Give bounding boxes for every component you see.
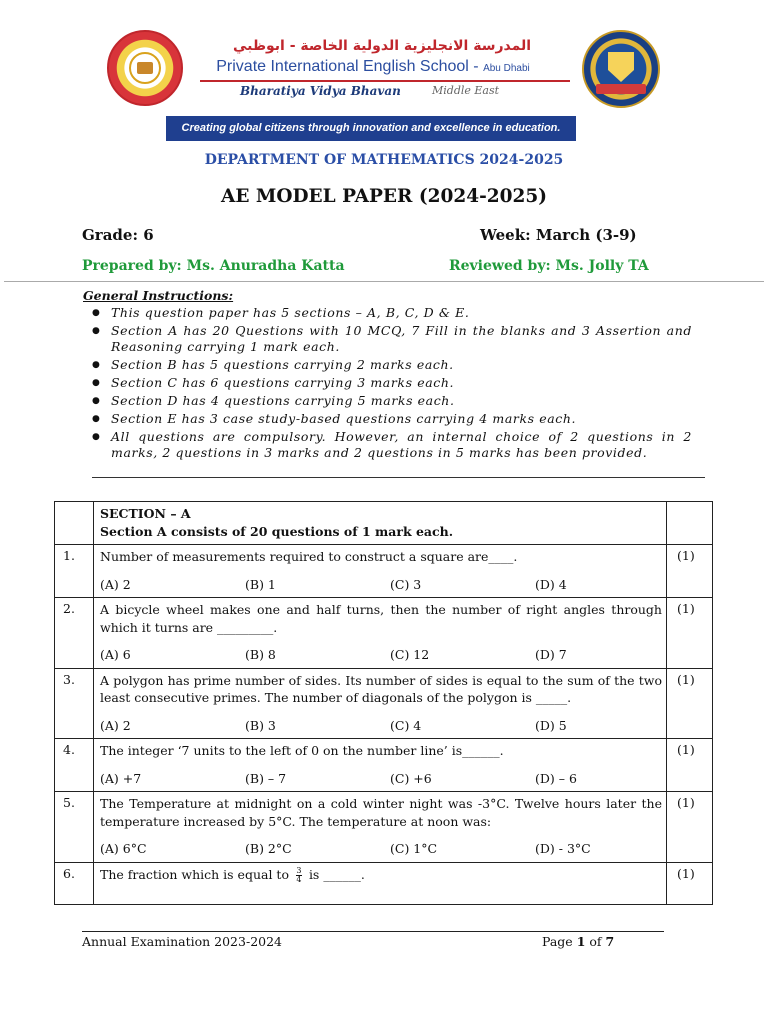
question-number: 1. — [55, 545, 94, 598]
bvb-signature: Middle East — [432, 84, 500, 97]
option-d: (D) – 6 — [535, 770, 577, 786]
reviewed-by: Reviewed by: Ms. Jolly TA — [449, 258, 649, 274]
question-marks: (1) — [667, 668, 713, 739]
question-options — [100, 770, 662, 788]
question-row — [55, 668, 713, 739]
question-row — [55, 792, 713, 863]
question-marks: (1) — [667, 545, 713, 598]
option-a: (A) 6°C — [100, 841, 147, 856]
question-number: 4. — [55, 739, 94, 792]
bvb-name: Bharatiya Vidya Bhavan — [240, 84, 401, 98]
option-b: (B) 8 — [245, 647, 276, 662]
question-text: The Temperature at midnight on a cold winter night was -3°C. Twelve hours later the temperature increased by 5°C. The temperature at noon was: — [100, 796, 662, 829]
question-text: The fraction which is equal to — [100, 866, 289, 882]
section-subtitle: Section A consists of 20 questions of 1 mark each. — [100, 523, 454, 539]
page-total: 7 — [605, 934, 615, 949]
school-name-arabic: المدرسة الانجليزية الدولية الخاصة - ابوظبي — [232, 38, 532, 54]
question-cell — [94, 862, 667, 904]
fraction-numerator: 3 — [296, 865, 302, 875]
page-number: 1 — [576, 934, 586, 949]
question-text: Number of measurements required to construct a square are____. — [100, 549, 518, 564]
instruction-item: ● Section A has 20 Questions with 10 MCQ, 7 Fill in the blanks and 3 Assertion and Reasoning carrying 1 mark each. — [92, 323, 692, 355]
instruction-item: ● This question paper has 5 sections – A, B, C, D & E. — [92, 305, 692, 321]
option-a: (A) 2 — [100, 717, 131, 733]
question-number: 6. — [55, 862, 94, 904]
question-cell — [94, 792, 667, 863]
option-c: (C) 3 — [390, 576, 422, 592]
motto-banner: Creating global citizens through innovation and excellence in education. — [166, 116, 576, 141]
option-d: (D) - 3°C — [535, 841, 591, 856]
question-cell — [94, 545, 667, 598]
question-number: 5. — [55, 792, 94, 863]
footer-rule — [82, 931, 664, 932]
option-a: (A) 6 — [100, 647, 131, 662]
instruction-item: ● All questions are compulsory. However, an internal choice of 2 questions in 2 marks, 2 questions in 3 marks and 2 questions in 5 marks has been provided. — [92, 429, 692, 461]
option-a: (A) +7 — [100, 770, 142, 786]
week-label: Week: March (3-9) — [480, 226, 637, 244]
of-label: of — [589, 934, 602, 949]
question-text: A polygon has prime number of sides. Its number of sides is equal to the sum of the two least consecutive primes. The number of diagonals of the polygon is _____. — [100, 672, 662, 705]
question-row — [55, 545, 713, 598]
instruction-item: ● Section D has 4 questions carrying 5 marks each. — [92, 393, 692, 409]
school-name-text: Private International English School - — [216, 58, 479, 75]
question-marks: (1) — [667, 862, 713, 904]
section-header-row — [55, 502, 713, 545]
question-row — [55, 598, 713, 669]
question-marks: (1) — [667, 598, 713, 669]
option-b: (B) 2°C — [245, 841, 292, 856]
option-b: (B) 1 — [245, 576, 276, 592]
instruction-item: ● Section C has 6 questions carrying 3 marks each. — [92, 375, 692, 391]
fraction-denominator: 4 — [296, 874, 302, 884]
prepared-by: Prepared by: Ms. Anuradha Katta — [82, 258, 345, 274]
grade-label: Grade: 6 — [82, 226, 154, 244]
school-city: Abu Dhabi — [483, 63, 530, 74]
question-text-after: is ______. — [308, 866, 365, 882]
question-number: 3. — [55, 668, 94, 739]
option-b: (B) 3 — [245, 717, 276, 733]
question-options — [100, 646, 662, 664]
question-cell — [94, 739, 667, 792]
instruction-item: ● Section B has 5 questions carrying 2 marks each. — [92, 357, 692, 373]
option-b: (B) – 7 — [245, 770, 287, 786]
question-marks: (1) — [667, 792, 713, 863]
department-title: DEPARTMENT OF MATHEMATICS 2024-2025 — [204, 152, 564, 168]
question-cell — [94, 668, 667, 739]
section-title: SECTION – A — [100, 506, 191, 521]
header-divider — [200, 80, 570, 82]
instructions-list — [92, 305, 692, 463]
school-name — [208, 58, 538, 76]
instructions-rule — [92, 477, 705, 478]
footer-exam: Annual Examination 2023-2024 — [82, 934, 282, 949]
header-rule — [4, 281, 764, 282]
question-options — [100, 717, 662, 735]
school-logo-left — [107, 30, 183, 106]
question-marks: (1) — [667, 739, 713, 792]
question-text: The integer ‘7 units to the left of 0 on the number line’ is______. — [100, 743, 504, 758]
bvb-logo-right — [582, 30, 660, 108]
option-d: (D) 4 — [535, 576, 567, 592]
option-c: (C) 12 — [390, 647, 430, 662]
option-c: (C) 4 — [390, 717, 422, 733]
option-a: (A) 2 — [100, 576, 131, 592]
question-cell — [94, 598, 667, 669]
question-row — [55, 739, 713, 792]
question-text: A bicycle wheel makes one and half turns, then the number of right angles through which it turns are _________. — [100, 602, 662, 635]
footer-page — [542, 934, 614, 949]
page-label: Page — [542, 934, 573, 949]
questions-table — [54, 501, 713, 905]
paper-title: AE MODEL PAPER (2024-2025) — [221, 186, 547, 207]
option-d: (D) 7 — [535, 647, 567, 662]
option-d: (D) 5 — [535, 717, 567, 733]
fraction — [296, 867, 302, 884]
option-c: (C) 1°C — [390, 841, 438, 856]
instructions-title: General Instructions: — [83, 288, 234, 303]
question-options — [100, 840, 662, 858]
question-row — [55, 862, 713, 904]
option-c: (C) +6 — [390, 770, 432, 786]
question-options — [100, 576, 662, 594]
instruction-item: ● Section E has 3 case study-based questions carrying 4 marks each. — [92, 411, 692, 427]
question-number: 2. — [55, 598, 94, 669]
